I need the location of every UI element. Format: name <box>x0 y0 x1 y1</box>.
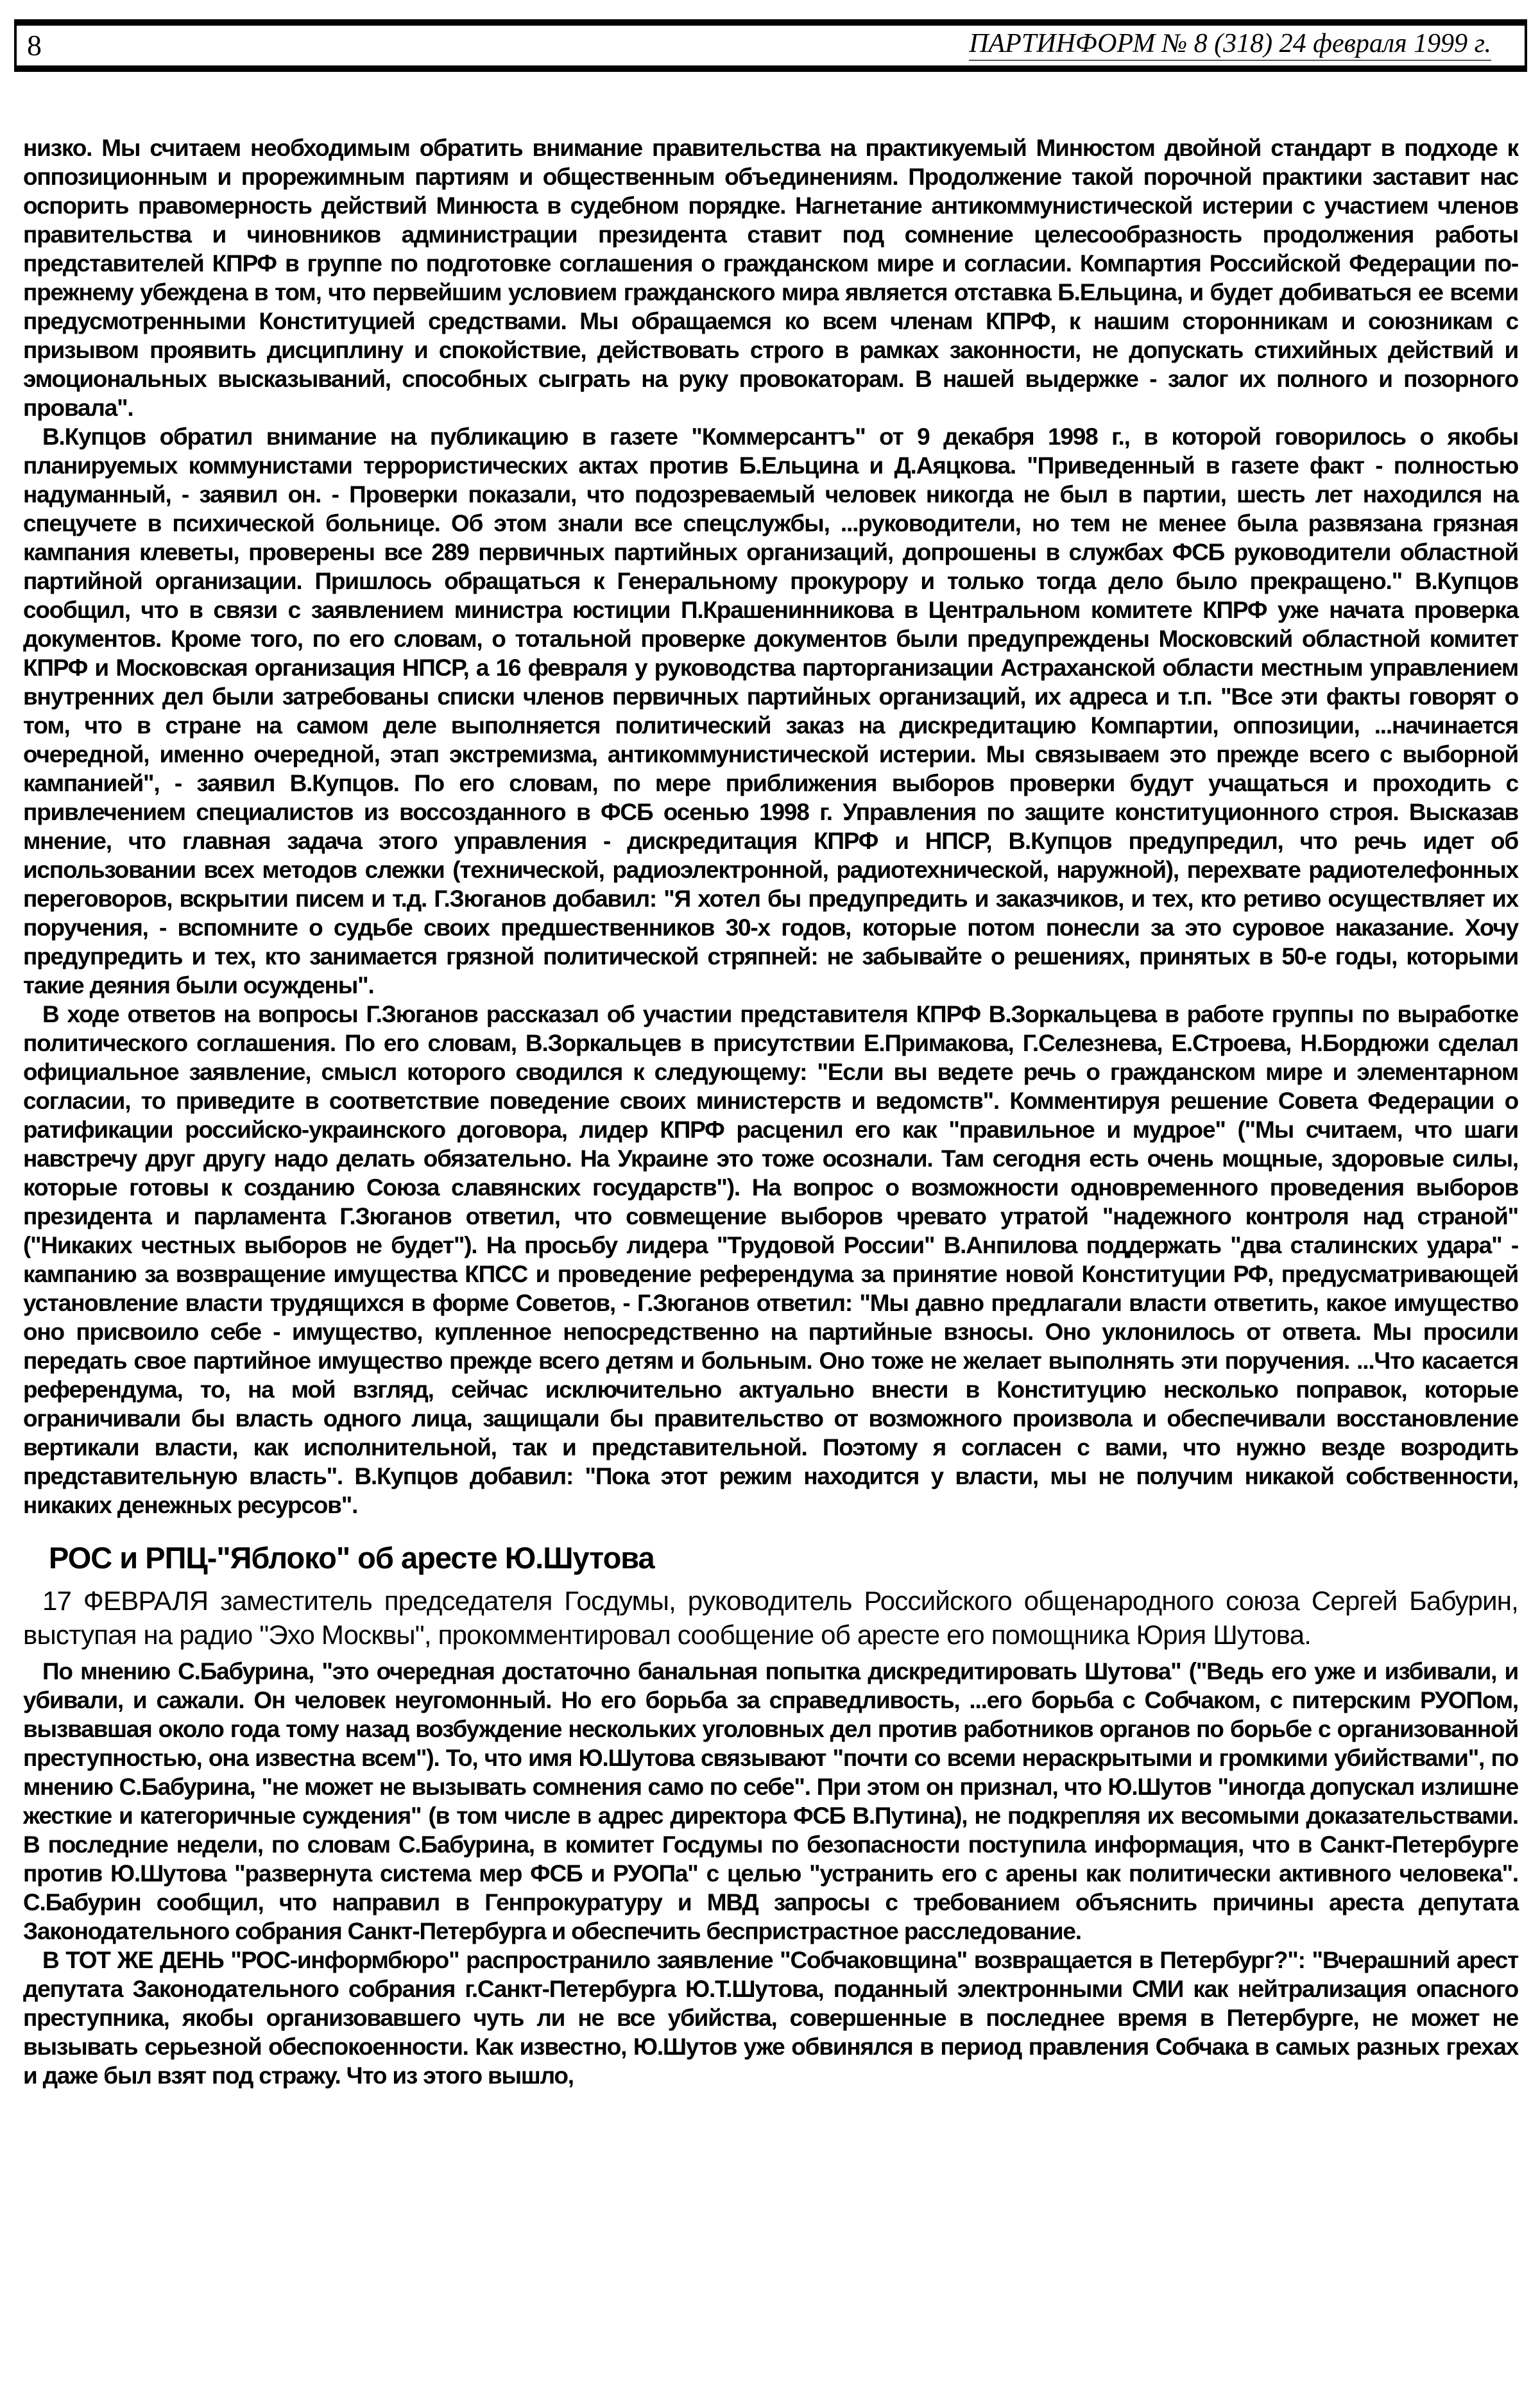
article-body <box>23 133 1518 2090</box>
shutov-lead-paragraph: 17 ФЕВРАЛЯ заместитель председателя Госдумы, руководитель Российского общенародного союза Сергей Бабурин, выступая на радио "Эхо Москвы", прокомментировал сообщение об аресте его помощника Юрия Шутова. <box>23 1586 1518 1650</box>
section-heading-shutov: РОС и РПЦ-"Яблоко" об аресте Ю.Шутова <box>49 1541 654 1575</box>
shutov-paragraph-baburin: По мнению С.Бабурина, "это очередная достаточно банальная попытка дискредитировать Шутова" ("Ведь его уже и избивали, и убивали, и сажали. Он человек неугомонный. Но его борьба за справедливость, ...его борьба с Собчаком, с питерским РУОПом, вызвавшая около года тому назад возбуждение нескольких уголовных дел против работников органов по борьбе с организованной преступностью, она известна всем"). То, что имя Ю.Шутова связывают "почти со всеми нераскрытыми и громкими убийствами", по мнению С.Бабурина, "не может не вызывать сомнения само по себе". При этом он признал, что Ю.Шутов "иногда допускал излишне жесткие и категоричные суждения" (в том числе в адрес директора ФСБ В.Путина), не подкрепляя их весомыми доказательствами. В последние недели, по словам С.Бабурина, в комитет Госдумы по безопасности поступила информация, что в Санкт-Петербурге против Ю.Шутова "развернута система мер ФСБ и РУОПа" с целью "устранить его с арены как политически активного человека". С.Бабурин сообщил, что направил в Генпрокуратуру и МВД запросы с требованием объяснить причины ареста депутата Законодательного собрания Санкт-Петербурга и обеспечить беспристрастное расследование. <box>23 1658 1518 1944</box>
kprf-paragraph-zyuganov: В ходе ответов на вопросы Г.Зюганов рассказал об участии представителя КПРФ В.Зоркальцева в работе группы по выработке политического соглашения. По его словам, В.Зоркальцев в присутствии Е.Примакова, Г.Селезнева, Е.Строева, Н.Бордюжи сделал официальное заявление, смысл которого сводился к следующему: "Если вы ведете речь о гражданском мире и элементарном согласии, то приведите в соответствие поведение своих министерств и ведомств". Комментируя решение Совета Федерации о ратификации российско-украинского договора, лидер КПРФ расценил его как "правильное и мудрое" ("Мы считаем, что шаги навстречу друг другу надо делать обязательно. На Украине это тоже осознали. Там сегодня есть очень мощные, здоровые силы, которые готовы к созданию Союза славянских государств"). На вопрос о возможности одновременного проведения выборов президента и парламента Г.Зюганов ответил, что совмещение выборов чревато утратой "надежного контроля над страной" ("Никаких честных выборов не будет"). На просьбу лидера "Трудовой России" В.Анпилова поддержать "два сталинских удара" - кампанию за возвращение имущества КПСС и проведение референдума за принятие новой Конституции РФ, предусматривающей установление власти трудящихся в форме Советов, - Г.Зюганов ответил: "Мы давно предлагали власти ответить, какое имущество оно присвоило себе - имущество, купленное непосредственно на партийные взносы. Оно уклонилось от ответа. Мы просили передать свое партийное имущество прежде всего детям и больным. Оно тоже не желает выполнять эти поручения. ...Что касается референдума, то, на мой взгляд, сейчас исключительно актуально внести в Конституцию несколько поправок, которые ограничивали бы власть одного лица, защищали бы правительство от возможного произвола и обеспечивали восстановление вертикали власти, как исполнительной, так и представительной. Поэтому я согласен с вами, что нужно везде возродить представительную власть". В.Купцов добавил: "Пока этот режим находится у власти, мы не получим никакой собственности, никаких денежных ресурсов". <box>23 1001 1518 1518</box>
page-header <box>14 19 1527 72</box>
kprf-paragraph-kuptsov: В.Купцов обратил внимание на публикацию в газете "Коммерсантъ" от 9 декабря 1998 г., в которой говорилось о якобы планируемых коммунистами террористических актах против Б.Ельцина и Д.Аяцкова. "Приведенный в газете факт - полностью надуманный, - заявил он. - Проверки показали, что подозреваемый человек никогда не был в партии, шесть лет находился на спецучете в психической больнице. Об этом знали все спецслужбы, ...руководители, но тем не менее была развязана грязная кампания клеветы, проверены все 289 первичных партийных организаций, допрошены в службах ФСБ руководители областной партийной организации. Пришлось обращаться к Генеральному прокурору и только тогда дело было прекращено." В.Купцов сообщил, что в связи с заявлением министра юстиции П.Крашенинникова в Центральном комитете КПРФ уже начата проверка документов. Кроме того, по его словам, о тотальной проверке документов были предупреждены Московский областной комитет КПРФ и Московская организация НПСР, а 16 февраля у руководства парторганизации Астраханской области местным управлением внутренних дел были затребованы списки членов первичных партийных организаций, их адреса и т.п. "Все эти факты говорят о том, что в стране на самом деле выполняется политический заказ на дискредитацию Компартии, оппозиции, ...начинается очередной, именно очередной, этап экстремизма, антикоммунистической истерии. Мы связываем это прежде всего с выборной кампанией", - заявил В.Купцов. По его словам, по мере приближения выборов проверки будут учащаться и проходить с привлечением специалистов из воссозданного в ФСБ осенью 1998 г. Управления по защите конституционного строя. Высказав мнение, что главная задача этого управления - дискредитация КПРФ и НПСР, В.Купцов предупредил, что речь идет об использовании всех методов слежки (технической, радиоэлектронной, радиотехнической, наружной), перехвате радиотелефонных переговоров, вскрытии писем и т.д. Г.Зюганов добавил: "Я хотел бы предупредить и заказчиков, и тех, кто ретиво осуществляет их поручения, - вспомните о судьбе своих предшественников 30-х годов, которые потом понесли за это суровое наказание. Хочу предупредить и тех, кто занимается грязной политической стряпней: не забывайте о решениях, принятых в 50-е годы, которыми такие деяния были осуждены". <box>23 424 1518 998</box>
journal-title: ПАРТИНФОРМ № 8 (318) 24 февраля 1999 г. <box>969 30 1491 61</box>
shutov-paragraph-ros-informburo: В ТОТ ЖЕ ДЕНЬ "РОС-информбюро" распространило заявление "Собчаковщина" возвращается в Петербург?": "Вчерашний арест депутата Законодательного собрания г.Санкт-Петербурга Ю.Т.Шутова, поданный электронными СМИ как нейтрализация опасного преступника, якобы организовавшего чуть ли не все убийства, совершенные в последнее время в Петербурге, не может не вызывать серьезной обеспокоенности. Как известно, Ю.Шутов уже обвинялся в период правления Собчака в самых разных грехах и даже был взят под стражу. Что из этого вышло, <box>23 1947 1518 2089</box>
kprf-paragraph-continuation: низко. Мы считаем необходимым обратить внимание правительства на практикуемый Минюстом двойной стандарт в подходе к оппозиционным и прорежимным партиям и общественным объединениям. Продолжение такой порочной практики заставит нас оспорить правомерность действий Минюста в судебном порядке. Нагнетание антикоммунистической истерии с участием членов правительства и чиновников администрации президента ставит под сомнение целесообразность продолжения работы представителей КПРФ в группе по подготовке соглашения о гражданском мире и согласии. Компартия Российской Федерации по-прежнему убеждена в том, что первейшим условием гражданского мира является отставка Б.Ельцина, и будет добиваться ее всеми предусмотренными Конституцией средствами. Мы обращаемся ко всем членам КПРФ, к нашим сторонникам и союзникам с призывом проявить дисциплину и спокойствие, действовать строго в рамках законности, не допускать стихийных действий и эмоциональных высказываний, способных сыграть на руку провокаторам. В нашей выдержке - залог их полного и позорного провала". <box>23 135 1518 421</box>
page-number: 8 <box>27 29 42 62</box>
